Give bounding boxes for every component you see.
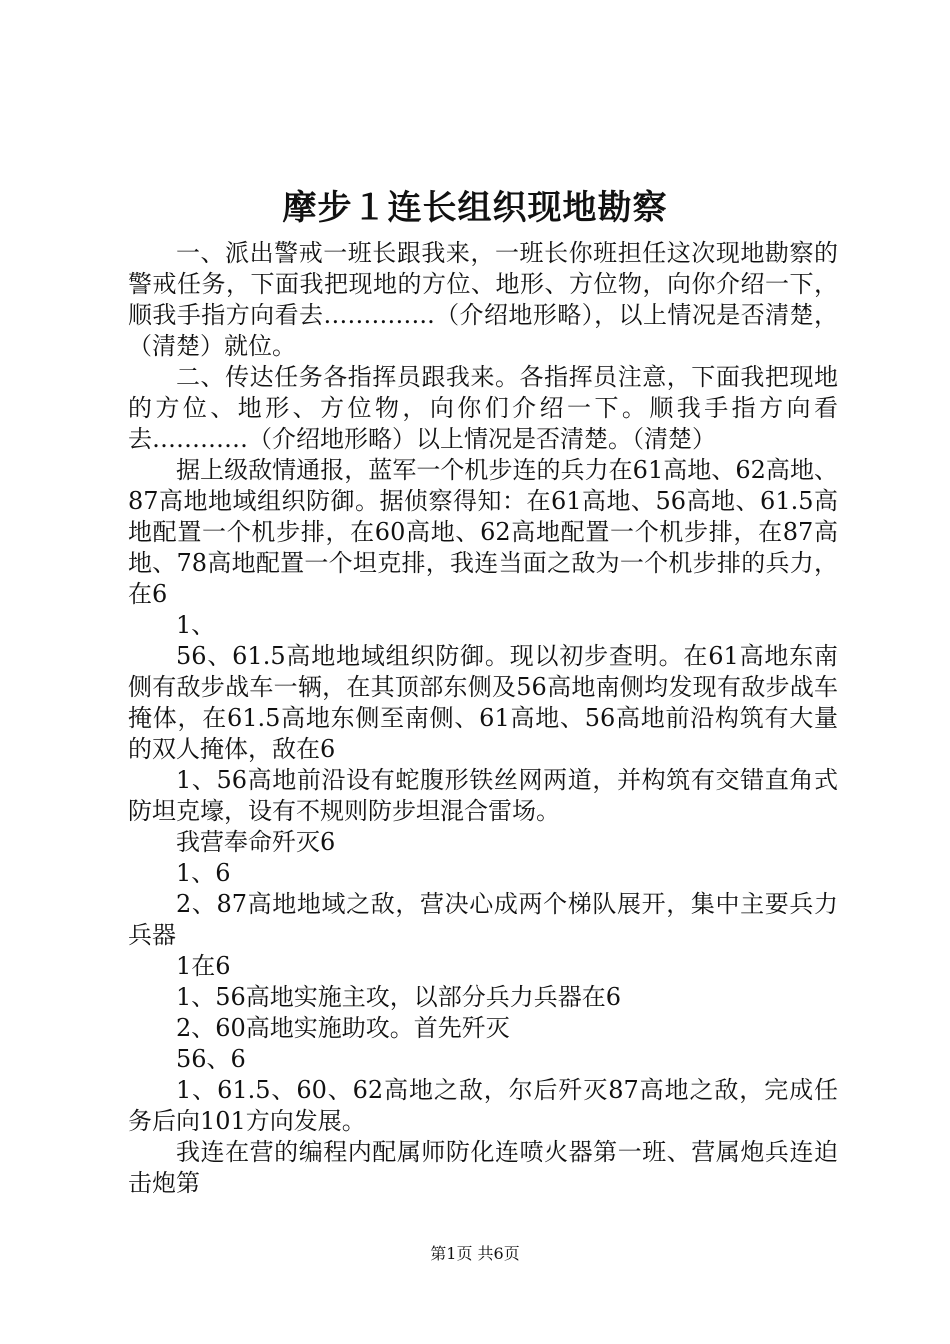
- paragraph: 56、61.5高地地域组织防御。现以初步查明。在61高地东南侧有敌步战车一辆，在其顶部东侧及56高地南侧均发现有敌步战车掩体，在61.5高地东侧至南侧、61高地、56高地前沿构筑有大量的双人掩体，敌在6: [128, 642, 838, 763]
- paragraph: 56、6: [176, 1045, 246, 1073]
- paragraph: 1、56高地前沿设有蛇腹形铁丝网两道，并构筑有交错直角式防坦克壕，设有不规则防步坦混合雷场。: [128, 766, 838, 825]
- paragraph: 我营奉命歼灭6: [176, 828, 336, 856]
- paragraph: 据上级敌情通报，蓝军一个机步连的兵力在61高地、62高地、87高地地域组织防御。据侦察得知：在61高地、56高地、61.5高地配置一个机步排，在60高地、62高地配置一个机步排，在87高地、78高地配置一个坦克排，我连当面之敌为一个机步排的兵力，在6: [128, 456, 838, 608]
- paragraph: 一、派出警戒一班长跟我来，一班长你班担任这次现地勘察的警戒任务，下面我把现地的方位、地形、方位物，向你介绍一下，顺我手指方向看去…………..（介绍地形略），以上情况是否清楚，（清楚）就位。: [128, 239, 838, 360]
- paragraph: 2、87高地地域之敌，营决心成两个梯队展开，集中主要兵力兵器: [128, 890, 838, 949]
- paragraph: 二、传达任务各指挥员跟我来。各指挥员注意，下面我把现地的方位、地形、方位物，向你们介绍一下。顺我手指方向看去…………（介绍地形略）以上情况是否清楚。（清楚）: [128, 363, 838, 453]
- paragraph: 2、60高地实施助攻。首先歼灭: [176, 1014, 510, 1042]
- paragraph: 1、: [176, 611, 216, 639]
- paragraph: 1、61.5、60、62高地之敌，尔后歼灭87高地之敌，完成任务后向101方向发展。: [128, 1076, 838, 1135]
- document-body: [128, 238, 838, 1199]
- paragraph: 我连在营的编程内配属师防化连喷火器第一班、营属炮兵连迫击炮第: [128, 1138, 838, 1197]
- page-number: 第1页 共6页: [430, 1244, 520, 1263]
- paragraph: 1、56高地实施主攻，以部分兵力兵器在6: [176, 983, 622, 1011]
- paragraph: 1、6: [176, 859, 231, 887]
- paragraph: 1在6: [176, 952, 231, 980]
- document-title: 摩步１连长组织现地勘察: [282, 188, 668, 228]
